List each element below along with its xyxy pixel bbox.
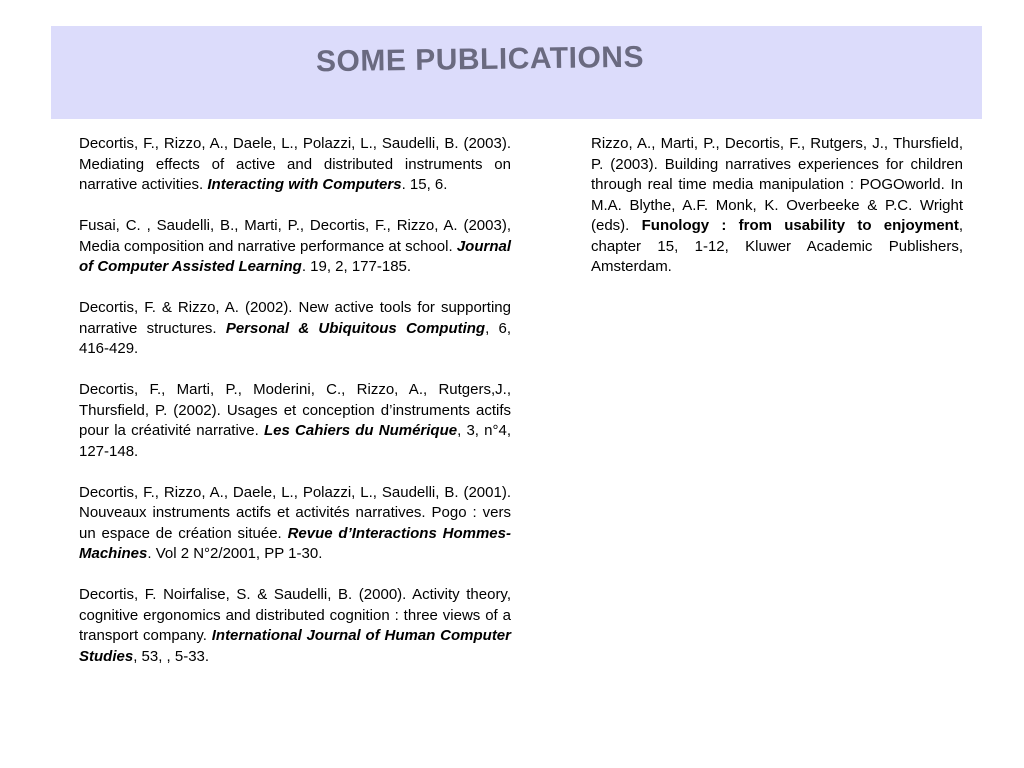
- publication-details: . Vol 2 N°2/2001, PP 1-30.: [147, 545, 323, 562]
- publication-details: , chapter 15, 1-12, Kluwer Academic Publishers, Amsterdam.: [591, 217, 963, 275]
- publications-right-column: [591, 134, 963, 298]
- publication-details: . 19, 2, 177-185.: [301, 258, 412, 275]
- publication-entry: [591, 134, 963, 278]
- publication-citation: Decortis, F. & Rizzo, A. (2002). New active tools for supporting narrative structures.: [79, 299, 511, 337]
- publication-citation: Fusai, C. , Saudelli, B., Marti, P., Decortis, F., Rizzo, A. (2003), Media composition and narrative performance at school.: [79, 217, 511, 255]
- page-title: SOME PUBLICATIONS: [315, 40, 645, 79]
- publication-citation: Decortis, F., Rizzo, A., Daele, L., Polazzi, L., Saudelli, B. (2003). Mediating effects of active and distributed instruments on narrative activities.: [79, 135, 511, 193]
- publication-entry: [79, 298, 511, 360]
- publication-venue: Interacting with Computers: [207, 176, 402, 193]
- publication-citation: Decortis, F. Noirfalise, S. & Saudelli, B. (2000). Activity theory, cognitive ergonomics and distributed cognition : three views of a transport company.: [79, 586, 511, 644]
- publication-entry: [79, 134, 511, 196]
- publication-details: . 15, 6.: [401, 176, 448, 193]
- publication-citation: Decortis, F., Rizzo, A., Daele, L., Polazzi, L., Saudelli, B. (2001). Nouveaux instruments actifs et activités narratives. Pogo : vers un espace de création située.: [79, 483, 511, 542]
- publication-details: , 6, 416-429.: [79, 319, 511, 357]
- publication-entry: [79, 483, 511, 565]
- publication-citation: Rizzo, A., Marti, P., Decortis, F., Rutgers, J., Thursfield, P. (2003). Building narratives experiences for children through real time media manipulation : POGOworld. In M.A. Blythe, A.F. Monk, K. Overbeeke & P.C. Wright (eds).: [591, 135, 963, 234]
- publication-venue: Personal & Ubiquitous Computing: [225, 319, 486, 337]
- publication-venue: Les Cahiers du Numérique: [263, 422, 458, 439]
- publications-left-column: [79, 134, 511, 688]
- publication-entry: [79, 216, 511, 278]
- publication-venue: Funology : from usability to enjoyment: [641, 217, 959, 234]
- publication-venue: Journal of Computer Assisted Learning: [79, 237, 511, 275]
- publication-details: , 53, , 5-33.: [133, 647, 210, 665]
- publication-citation: Decortis, F., Marti, P., Moderini, C., Rizzo, A., Rutgers,J., Thursfield, P. (2002). Usages et conception d’instruments actifs pour la créativité narrative.: [79, 381, 511, 439]
- publication-details: , 3, n°4, 127-148.: [79, 422, 511, 460]
- publication-venue: Revue d’Interactions Hommes-Machines: [79, 524, 511, 562]
- publication-entry: [79, 380, 511, 462]
- title-banner: [51, 26, 982, 119]
- publication-venue: International Journal of Human Computer Studies: [79, 627, 511, 665]
- publication-entry: [79, 585, 511, 667]
